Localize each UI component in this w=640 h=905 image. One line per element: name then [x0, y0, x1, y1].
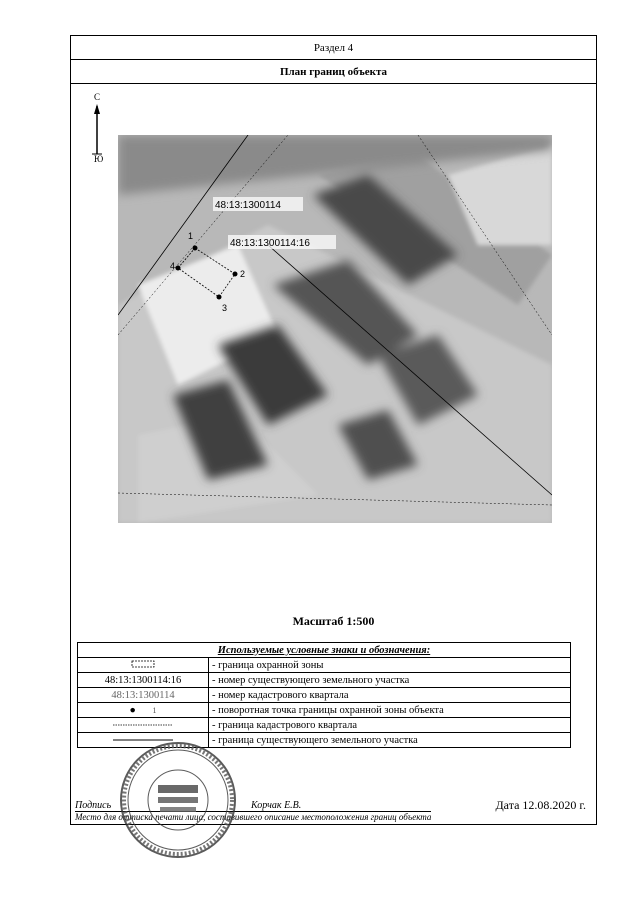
scale-label: Масштаб 1:500: [292, 614, 375, 628]
aerial-map: [118, 135, 552, 523]
turning-point-symbol: ● 1: [78, 703, 209, 718]
legend-header-row: [78, 643, 571, 658]
parcel-number-symbol: 48:13:1300114:16: [78, 673, 209, 688]
section-title: Раздел 4: [71, 36, 596, 60]
legend-header: Используемые условные знаки и обозначения:: [78, 643, 571, 658]
turning-point-icon: ●: [129, 704, 136, 716]
legend-row: [78, 688, 571, 703]
point-label-1: 1: [188, 231, 194, 241]
signature-name: Корчак Е.В.: [251, 800, 302, 811]
plan-title: План границ объекта: [71, 60, 596, 84]
map-quarter-label: 48:13:1300114: [215, 200, 281, 211]
point-label-3: 3: [222, 303, 228, 313]
protected-zone-symbol: [78, 658, 209, 673]
north-arrow-icon: [88, 102, 108, 162]
south-label: Ю: [94, 154, 104, 164]
legend-text: - граница охранной зоны: [209, 658, 571, 673]
legend-text: - граница кадастрового квартала: [209, 718, 571, 733]
legend-row: [78, 703, 571, 718]
organization-seal: [118, 740, 238, 860]
legend-text: - номер существующего земельного участка: [209, 673, 571, 688]
document-frame: [70, 35, 597, 825]
document-date: Дата 12.08.2020 г.: [495, 798, 586, 812]
point-label-4: 4: [170, 261, 176, 271]
quarter-number-symbol: 48:13:1300114: [78, 688, 209, 703]
legend-text: - поворотная точка границы охранной зоны объекта: [209, 703, 571, 718]
legend-text: - номер кадастрового квартала: [209, 688, 571, 703]
north-label: С: [94, 92, 101, 102]
legend-text: - граница существующего земельного участка: [209, 733, 571, 748]
legend-table: [77, 642, 571, 748]
map-parcel-label: 48:13:1300114:16: [230, 238, 310, 249]
stamp-place-note: Место для оттиска печати лица, составившего описание местоположения границ объекта: [75, 812, 432, 822]
point-label-2: 2: [240, 269, 246, 279]
map-image: [118, 135, 552, 523]
legend-row: [78, 658, 571, 673]
legend-row: [78, 673, 571, 688]
quarter-boundary-symbol: [78, 718, 209, 733]
signature-label: Подпись: [75, 800, 112, 811]
legend-row: [78, 718, 571, 733]
north-arrow: [88, 92, 108, 202]
